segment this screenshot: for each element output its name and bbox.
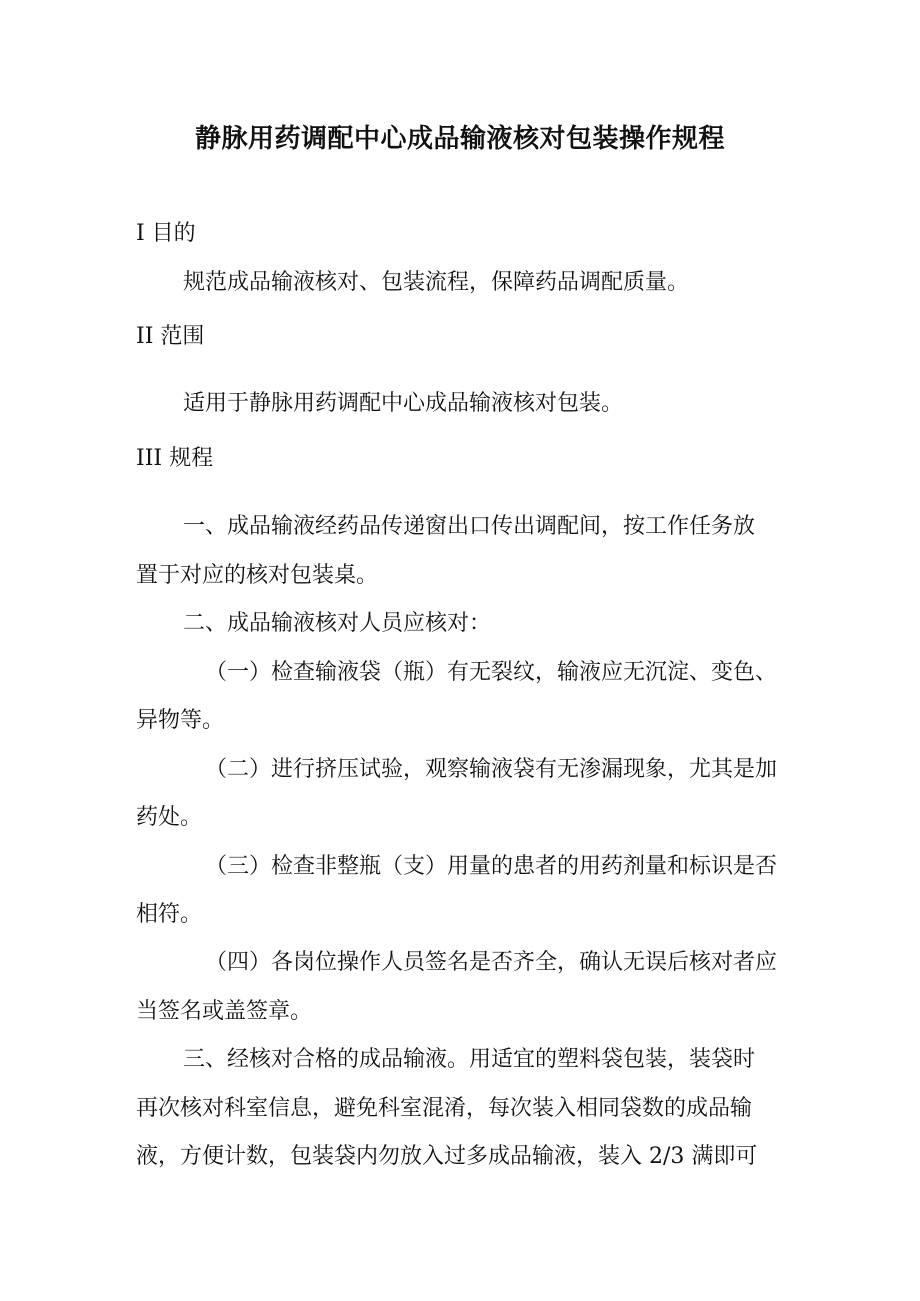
procedure-line: 三、经核对合格的成品输液。用适宜的塑料袋包装，装袋时 — [183, 1047, 756, 1072]
purpose-text: 规范成品输液核对、包装流程，保障药品调配质量。 — [183, 270, 690, 295]
procedure-line: 再次核对科室信息，避免科室混淆，每次装入相同袋数的成品输 — [136, 1096, 753, 1121]
procedure-line: （三）检查非整瓶（支）用量的患者的用药剂量和标识是否 — [205, 854, 778, 879]
procedure-line: 异物等。 — [136, 708, 225, 733]
procedure-line: （一）检查输液袋（瓶）有无裂纹，输液应无沉淀、变色、 — [205, 660, 778, 685]
procedure-line: 当签名或盖签章。 — [136, 999, 313, 1024]
document-title: 静脉用药调配中心成品输液核对包装操作规程 — [194, 124, 725, 154]
procedure-line: 相符。 — [136, 902, 203, 927]
procedure-line: （二）进行挤压试验，观察输液袋有无渗漏现象，尤其是加 — [205, 757, 778, 782]
procedure-line: 一、成品输液经药品传递窗出口传出调配间，按工作任务放 — [183, 514, 756, 539]
section-heading-scope: II 范围 — [136, 324, 205, 349]
procedure-line: 置于对应的核对包装桌。 — [136, 563, 379, 588]
procedure-line: （四）各岗位操作人员签名是否齐全，确认无误后核对者应 — [205, 950, 778, 975]
procedure-line: 药处。 — [136, 805, 203, 830]
procedure-line: 液，方便计数，包装袋内勿放入过多成品输液，装入 2/3 满即可 — [136, 1144, 758, 1169]
scope-text: 适用于静脉用药调配中心成品输液核对包装。 — [183, 391, 624, 416]
section-heading-procedure: III 规程 — [136, 446, 214, 471]
section-heading-purpose: I 目的 — [136, 221, 196, 246]
procedure-line: 二、成品输液核对人员应核对： — [183, 611, 492, 636]
